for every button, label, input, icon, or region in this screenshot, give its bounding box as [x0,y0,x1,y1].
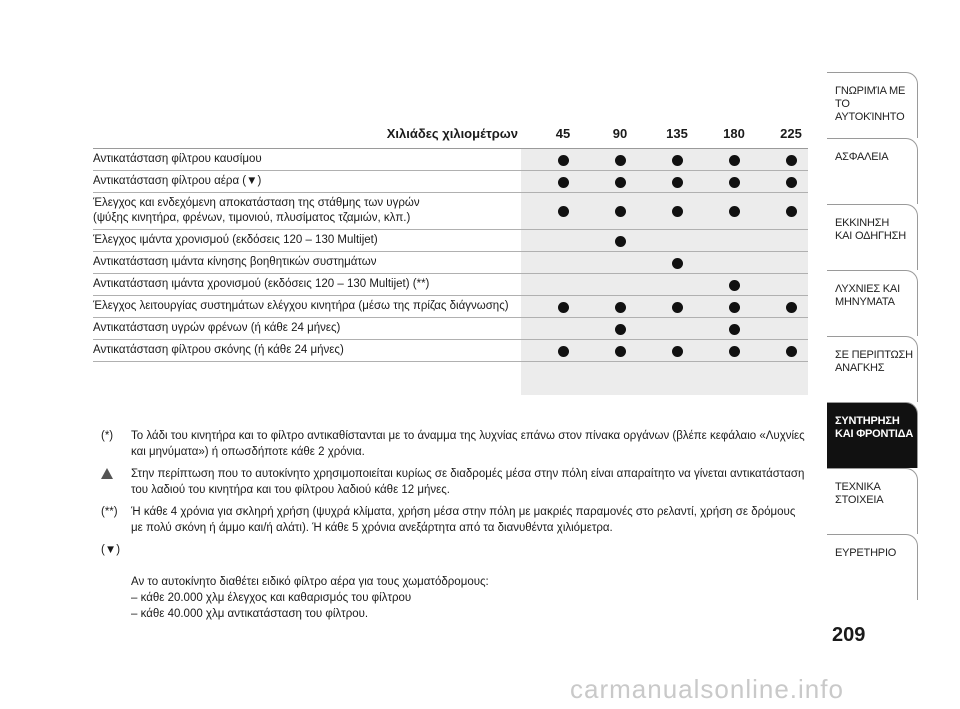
interval-mark [558,177,569,188]
interval-mark [615,324,626,335]
chapter-tab[interactable]: ΤΕΧΝΙΚΑ ΣΤΟΙΧΕΙΑ [827,468,918,534]
chapter-tab[interactable]: ΕΥΡΕΤΗΡΙΟ [827,534,918,600]
footnotes [93,428,808,628]
km-header-label: Χιλιάδες χιλιομέτρων [386,126,518,141]
chapter-tab[interactable]: ΛΥΧΝΙΕΣ ΚΑΙ ΜΗΝΥΜΑΤΑ [827,270,918,336]
interval-mark [729,155,740,166]
column-225: 225 [780,126,802,141]
footnote-air-filter [93,542,808,622]
footnote-timing-belt [93,504,808,536]
interval-mark [786,346,797,357]
schedule-row [93,193,808,230]
footnote-text: Ή κάθε 4 χρόνια για σκληρή χρήση (ψυχρά κλίματα, χρήση μέσα στην πόλη με μακριές παραμονές στο ρελαντί, χρήση σε δρόμους με πολύ σκόνη ή άμμο και/ή αλάτι). Ή κάθε 5 χρόνια ανεξάρτητα από τα διανυθέντα χιλιόμετρα. [131,506,796,534]
schedule-row [93,252,808,274]
column-180: 180 [723,126,745,141]
column-135: 135 [666,126,688,141]
chapter-tab[interactable]: ΣΥΝΤΗΡΗΣΗ ΚΑΙ ΦΡΟΝΤΙΔΑ [827,402,918,468]
watermark: carmanualsonline.info [570,674,844,704]
interval-mark [558,155,569,166]
table-header [93,120,808,149]
interval-mark [615,236,626,247]
footnote-mark: (**) [101,506,118,518]
schedule-row [93,149,808,171]
interval-mark [558,302,569,313]
interval-mark [558,346,569,357]
interval-mark [786,206,797,217]
chapter-tab[interactable]: ΑΣΦΑΛΕΙΑ [827,138,918,204]
chapter-tab[interactable]: ΓΝΩΡΙΜΊΑ ΜΕ ΤΟ ΑΥΤΟΚΊΝΗΤΟ [827,72,918,138]
footnote-text: Στην περίπτωση που το αυτοκίνητο χρησιμοποιείται κυρίως σε διαδρομές μέσα στην πόλη είναι απαραίτητο να γίνεται αντικατάσταση του λαδιού του κινητήρα και του φίλτρου λαδιού κάθε 12 μήνες. [131,468,805,496]
interval-mark [558,206,569,217]
interval-mark [672,346,683,357]
interval-mark [729,206,740,217]
column-45: 45 [555,126,571,141]
chapter-tabs [827,72,918,600]
interval-mark [729,302,740,313]
task-label: Αντικατάσταση υγρών φρένων (ή κάθε 24 μήνες) [93,322,341,334]
interval-mark [672,177,683,188]
task-label: Έλεγχος λειτουργίας συστημάτων ελέγχου κινητήρα (μέσω της πρίζας διάγνωσης) [93,300,509,312]
interval-mark [786,302,797,313]
interval-mark [786,155,797,166]
interval-mark [615,346,626,357]
interval-mark [729,177,740,188]
warning-icon [101,468,113,479]
interval-mark [672,302,683,313]
footnote-mark: (*) [101,430,114,442]
footnote-text: Αν το αυτοκίνητο διαθέτει ειδικό φίλτρο αέρα για τους χωματόδρομους: – κάθε 20.000 χλμ έλεγχος και καθαρισμός του φίλτρου – κάθε 40.000 χλμ αντικατάσταση του φίλτρου. [131,576,489,620]
interval-mark [672,155,683,166]
chapter-tab[interactable]: ΕΚΚΙΝΗΣΗ ΚΑΙ ΟΔΗΓΗΣΗ [827,204,918,270]
page-number: 209 [832,624,866,646]
task-label: Αντικατάσταση φίλτρου καυσίμου [93,153,262,165]
task-label: Αντικατάσταση φίλτρου αέρα (▼) [93,175,262,187]
interval-mark [615,206,626,217]
task-label: Αντικατάσταση ιμάντα χρονισμού (εκδόσεις 120 – 130 Multijet) (**) [93,278,430,290]
interval-mark [615,177,626,188]
interval-mark [615,302,626,313]
schedule-row [93,296,808,318]
schedule-row [93,318,808,340]
schedule-row [93,274,808,296]
interval-mark [615,155,626,166]
interval-mark [786,177,797,188]
maintenance-schedule-table [93,120,808,362]
interval-mark [672,258,683,269]
footnote-mark: (▼) [101,544,121,556]
footnote-warning [93,466,808,498]
interval-mark [729,280,740,291]
task-label: Αντικατάσταση φίλτρου σκόνης (ή κάθε 24 μήνες) [93,344,344,356]
interval-mark [729,346,740,357]
footnote-text: Το λάδι του κινητήρα και το φίλτρο αντικαθίστανται με το άναμμα της λυχνίας επάνω στον πίνακα οργάνων (βλέπε κεφάλαιο «Λυχνίες και μηνύματα») ή οπωσδήποτε κάθε 2 χρόνια. [131,430,805,458]
schedule-row [93,340,808,362]
interval-mark [672,206,683,217]
column-90: 90 [612,126,628,141]
footnote-oil [93,428,808,460]
schedule-row [93,230,808,252]
task-label: Έλεγχος και ενδεχόμενη αποκατάσταση της στάθμης των υγρών (ψύξης κινητήρα, φρένων, τιμονιού, πλυσίματος τζαμιών, κλπ.) [93,197,420,224]
task-label: Αντικατάσταση ιμάντα κίνησης βοηθητικών συστημάτων [93,256,377,268]
interval-mark [729,324,740,335]
task-label: Έλεγχος ιμάντα χρονισμού (εκδόσεις 120 – 130 Multijet) [93,234,378,246]
chapter-tab[interactable]: ΣΕ ΠΕΡΙΠΤΩΣΗ ΑΝΑΓΚΗΣ [827,336,918,402]
schedule-row [93,171,808,193]
